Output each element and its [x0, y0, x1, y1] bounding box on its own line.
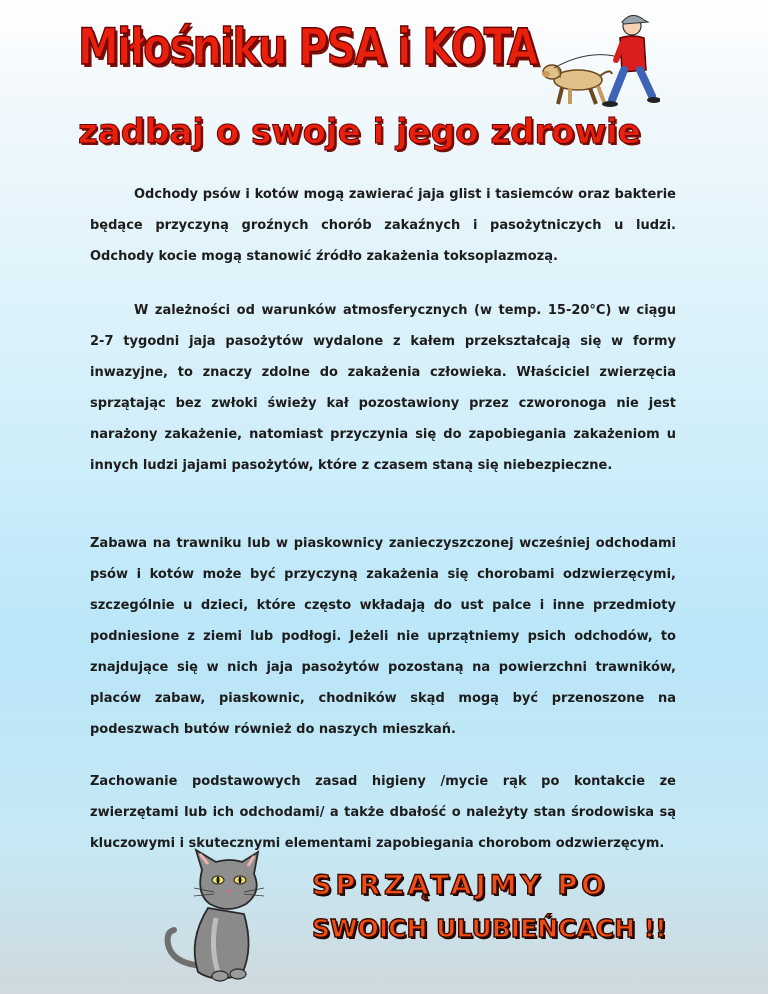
cat-icon: [158, 848, 276, 988]
page-subtitle: zadbaj o swoje i jego zdrowie: [78, 112, 641, 152]
paragraph-4: Zachowanie podstawowych zasad higieny /mycie rąk po kontakcie ze zwierzętami lub ich odchodami/ a także dbałość o należyty stan środowiska są kluczowymi i skutecznymi elementami zapobiegania chorobom odzwierzęcym.: [90, 774, 676, 851]
dog-walker-icon: [540, 8, 660, 112]
paragraph-1: Odchody psów i kotów mogą zawierać jaja glist i tasiemców oraz bakterie będące przyczyną groźnych chorób zakaźnych i pasożytniczych u ludzi. Odchody kocie mogą stanowić źródło zakażenia toksoplazmozą.: [90, 187, 676, 264]
slogan-line-2: SWOICH ULUBIEŃCACH !!: [312, 914, 667, 943]
slogan-line-1: SPRZĄTAJMY PO: [312, 870, 609, 901]
paragraph-3: Zabawa na trawniku lub w piaskownicy zanieczyszczonej wcześniej odchodami psów i kotów może być przyczyną zakażenia się chorobami odzwierzęcymi, szczególnie u dzieci, które często wkładają do ust palce i inne przedmioty podniesione z ziemi lub podłogi. Jeżeli nie uprzątniemy psich odchodów, to znajdujące się w nich jaja pasożytów pozostaną na powierzchni trawników, placów zabaw, piaskownic, chodników skąd mogą być przenoszone na podeszwach butów również do naszych mieszkań.: [90, 536, 676, 737]
paragraph-2: W zależności od warunków atmosferycznych (w temp. 15-20°C) w ciągu 2-7 tygodni jaja pasożytów wydalone z kałem przekształcają się w formy inwazyjne, to znaczy zdolne do zakażenia człowieka. Właściciel zwierzęcia sprzątając bez zwłoki świeży kał pozostawiony przez czworonoga nie jest narażony zakażenie, natomiast przyczynia się do zapobiegania zakażeniom u innych ludzi jajami pasożytów, które z czasem staną się niebezpieczne.: [90, 303, 676, 473]
page-title: Miłośniku PSA i KOTA: [78, 18, 538, 76]
